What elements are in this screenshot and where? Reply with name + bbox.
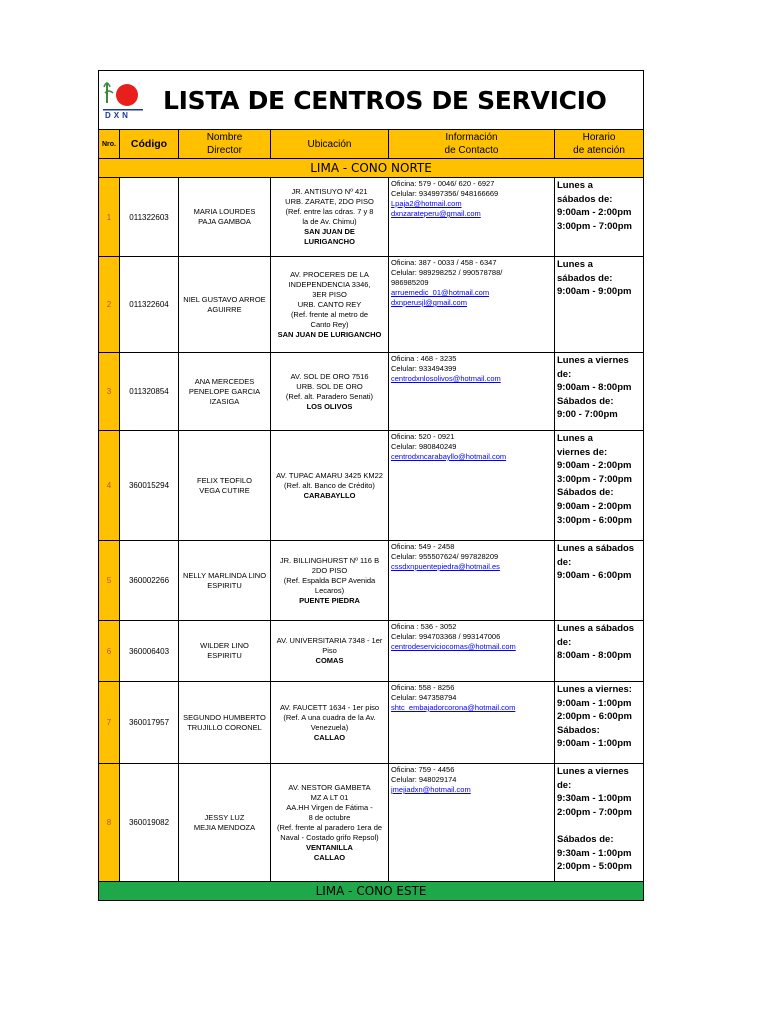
header-ubicacion: Ubicación — [271, 130, 389, 159]
hours-line: 9:00am - 2:00pm — [557, 460, 632, 472]
row-location — [271, 764, 389, 882]
hours-line: 9:00am - 2:00pm — [557, 207, 632, 219]
row-location — [271, 353, 389, 431]
page-title: LISTA DE CENTROS DE SERVICIO — [163, 85, 607, 115]
hours-line: Lunes a — [557, 433, 593, 444]
row-hours — [555, 541, 644, 621]
row-contact — [389, 541, 555, 621]
location-line: URB. SOL DE ORO — [296, 381, 363, 391]
location-line: Canto Rey) — [310, 319, 349, 329]
location-line: JR. ANTISUYO Nº 421 — [291, 187, 368, 196]
email-link[interactable]: Lpaja2@hotmail.com — [391, 199, 462, 208]
header-codigo: Código — [120, 130, 179, 159]
contact-line: 986985209 — [391, 278, 429, 287]
table-row — [99, 541, 644, 621]
email-link[interactable]: shtc_embajadorcorona@hotmail.com — [391, 703, 516, 712]
section-row-east — [99, 882, 644, 901]
row-code: 011322603 — [120, 178, 179, 257]
director-line: JESSY LUZ — [204, 812, 245, 822]
email-link[interactable]: centrodxnlosolivos@hotmail.com — [391, 374, 501, 383]
location-line: AV. FAUCETT 1634 - 1er piso — [279, 702, 380, 712]
hours-line: sábados de: — [557, 272, 613, 284]
hours-line: viernes de: — [557, 446, 608, 458]
district-line: SAN JUAN DE LURIGANCHO — [277, 329, 382, 339]
row-number: 7 — [99, 682, 120, 764]
row-director — [179, 541, 271, 621]
row-hours — [555, 257, 644, 353]
contact-line: Oficina : 468 - 3235 — [391, 354, 457, 363]
row-contact — [389, 621, 555, 682]
location-line: AV. TUPAC AMARU 3425 KM22 — [276, 470, 383, 480]
director-line: FELIX TEOFILO — [197, 475, 252, 485]
hours-line: 3:00pm - 7:00pm — [557, 220, 632, 232]
service-centers-table — [98, 70, 644, 901]
contact-line: Celular: 955507624/ 997828209 — [391, 552, 499, 561]
hours-line: 2:00pm - 7:00pm — [557, 806, 632, 818]
table-row — [99, 257, 644, 353]
location-line: (Ref. Espalda BCP Avenida — [283, 575, 376, 585]
contact-line: Oficina : 536 - 3052 — [391, 622, 457, 631]
row-location — [271, 257, 389, 353]
hours-line: Sábados de: — [557, 487, 614, 499]
row-location — [271, 621, 389, 682]
hours-line: de: — [557, 368, 572, 380]
row-director — [179, 178, 271, 257]
contact-line: Celular: 947358794 — [391, 693, 457, 702]
header-nro: Nro. — [99, 130, 120, 159]
row-director — [179, 257, 271, 353]
director-line: NELLY MARLINDA LINO — [182, 570, 267, 580]
location-line: 3ER PISO — [312, 289, 347, 299]
row-number: 4 — [99, 431, 120, 541]
row-location — [271, 682, 389, 764]
hours-line — [557, 819, 641, 833]
director-line: PENELOPE GARCIA — [188, 386, 261, 396]
location-line: (Ref. A una cuadra de la Av. — [283, 712, 376, 722]
row-number: 5 — [99, 541, 120, 621]
row-number: 8 — [99, 764, 120, 882]
district-line: LURIGANCHO — [304, 237, 355, 246]
director-line: ESPIRITU — [207, 651, 242, 660]
row-code: 011320854 — [120, 353, 179, 431]
contact-line: Oficina: 558 - 8256 — [391, 683, 455, 692]
row-code: 360015294 — [120, 431, 179, 541]
location-line: INDEPENDENCIA 3346, — [288, 279, 371, 289]
location-line: AV. NESTOR GAMBETA — [288, 782, 371, 792]
table-row — [99, 431, 644, 541]
hours-line: Sábados: — [557, 724, 600, 736]
table-row — [99, 353, 644, 431]
location-line: (Ref. alt. Paradero Senati) — [285, 391, 374, 401]
row-contact — [389, 431, 555, 541]
email-link[interactable]: jmejiadxn@hotmail.com — [391, 785, 471, 794]
email-link[interactable]: dxnperusjl@gmail.com — [391, 298, 467, 307]
section-title-north: LIMA - CONO NORTE — [99, 159, 644, 178]
hours-line: 9:30am - 1:00pm — [557, 847, 632, 859]
row-hours — [555, 353, 644, 431]
hours-line: Lunes a viernes: — [557, 684, 632, 695]
district-line: CALLAO — [313, 732, 346, 742]
director-line: ESPIRITU — [207, 580, 242, 590]
hours-line: 9:00am - 8:00pm — [557, 382, 632, 394]
contact-line: Celular: 994703368 / 993147006 — [391, 632, 501, 641]
hours-line: 9:00am - 6:00pm — [557, 570, 632, 582]
hours-line: 8:00am - 8:00pm — [557, 650, 632, 662]
district-line: VENTANILLA — [306, 842, 353, 852]
row-director — [179, 353, 271, 431]
district-line: LOS OLIVOS — [306, 401, 353, 411]
location-line: AA.HH Virgen de Fátima - — [286, 802, 373, 812]
hours-line: 9:00am - 2:00pm — [557, 500, 632, 512]
hours-line: Sábados de: — [557, 395, 614, 407]
district-line: COMAS — [315, 656, 344, 665]
location-line: (Ref. entre las cdras. 7 y 8 — [285, 207, 374, 216]
row-location — [271, 178, 389, 257]
row-number: 2 — [99, 257, 120, 353]
row-hours — [555, 621, 644, 682]
row-contact — [389, 682, 555, 764]
row-director — [179, 764, 271, 882]
email-link[interactable]: centrodeserviciocomas@hotmail.com — [391, 642, 516, 651]
hours-line: 9:00 - 7:00pm — [557, 409, 618, 421]
hours-line: 9:30am - 1:00pm — [557, 793, 632, 805]
table-row — [99, 178, 644, 257]
hours-line: 2:00pm - 5:00pm — [557, 861, 632, 873]
service-centers-sheet — [98, 70, 643, 901]
location-line: URB. CANTO REY — [297, 299, 362, 309]
director-line: TRUJILLO CORONEL — [187, 722, 262, 732]
district-line: CALLAO — [313, 852, 346, 862]
row-location — [271, 541, 389, 621]
title-row — [99, 71, 644, 130]
location-line: JR. BILLINGHURST Nº 116 B — [279, 555, 380, 565]
contact-line: Celular: 934997356/ 948166669 — [391, 189, 499, 198]
hours-line: 2:00pm - 6:00pm — [557, 711, 632, 723]
hours-line: sábados de: — [557, 193, 613, 205]
header-contacto: Información de Contacto — [389, 130, 555, 159]
contact-line: Celular: 989298252 / 990578788/ — [391, 268, 503, 277]
hours-line: Lunes a sábados — [557, 543, 635, 554]
dxn-logo — [99, 71, 159, 129]
contact-line: Celular: 948029174 — [391, 775, 457, 784]
hours-line: Lunes a sábados — [557, 623, 635, 634]
hours-line: 3:00pm - 7:00pm — [557, 473, 632, 485]
location-line: Naval - Costado grifo Repsol) — [280, 832, 379, 842]
dxn-logo-text: DXN — [105, 111, 131, 120]
contact-line: Celular: 933494399 — [391, 364, 457, 373]
director-line: IZASIGA — [209, 396, 240, 406]
location-line: la de Av. Chimu) — [302, 217, 357, 226]
table-row — [99, 621, 644, 682]
section-title-east: LIMA - CONO ESTE — [99, 882, 644, 901]
location-line: AV. PROCERES DE LA — [290, 269, 369, 279]
row-contact — [389, 257, 555, 353]
hours-line: Lunes a — [557, 259, 593, 270]
row-hours — [555, 431, 644, 541]
row-contact — [389, 353, 555, 431]
email-link[interactable]: arruemedic_01@hotmail.com — [391, 288, 490, 297]
row-hours — [555, 764, 644, 882]
hours-line: 9:00am - 9:00pm — [557, 286, 632, 298]
row-code: 011322604 — [120, 257, 179, 353]
row-code: 360017957 — [120, 682, 179, 764]
row-director — [179, 621, 271, 682]
section-row-north — [99, 159, 644, 178]
location-line: (Ref. frente al paradero 1era de — [276, 822, 383, 832]
header-row — [99, 130, 644, 159]
header-horario: Horario de atención — [555, 130, 644, 159]
district-line: SAN JUAN DE — [304, 227, 355, 236]
director-line: PAJA GAMBOA — [198, 217, 251, 226]
location-line: MZ A LT 01 — [310, 792, 349, 802]
director-line: WILDER LINO — [200, 641, 249, 650]
hours-line: de: — [557, 779, 572, 791]
location-line: (Ref. alt. Banco de Crédito) — [284, 480, 375, 490]
row-contact — [389, 178, 555, 257]
director-line: MEJIA MENDOZA — [193, 822, 256, 832]
director-line: ANA MERCEDES — [194, 376, 255, 386]
contact-line: Oficina: 520 - 0921 — [391, 432, 455, 441]
table-row — [99, 764, 644, 882]
hours-line: Lunes a viernes — [557, 355, 629, 366]
location-line: AV. SOL DE ORO 7516 — [290, 371, 369, 381]
director-line: MARIA LOURDES — [193, 207, 256, 216]
location-line: Piso — [322, 646, 337, 655]
hours-line: de: — [557, 636, 572, 648]
row-hours — [555, 682, 644, 764]
hours-line: 9:00am - 1:00pm — [557, 738, 632, 750]
hours-line: Sábados de: — [557, 833, 614, 845]
contact-line: Oficina: 579 - 0046/ 620 - 6927 — [391, 179, 495, 188]
hours-line: 3:00pm - 6:00pm — [557, 514, 632, 526]
contact-line: Oficina: 387 - 0033 / 458 - 6347 — [391, 258, 497, 267]
row-contact — [389, 764, 555, 882]
row-number: 1 — [99, 178, 120, 257]
hours-line: de: — [557, 556, 572, 568]
row-hours — [555, 178, 644, 257]
table-row — [99, 682, 644, 764]
location-line: (Ref. frente al metro de — [290, 309, 369, 319]
email-link[interactable]: centrodxncarabayllo@hotmail.com — [391, 452, 507, 461]
director-line: AGUIRRE — [207, 304, 242, 314]
location-line: URB. ZARATE, 2DO PISO — [285, 197, 374, 206]
row-number: 6 — [99, 621, 120, 682]
row-code: 360019082 — [120, 764, 179, 882]
hours-line: 9:00am - 1:00pm — [557, 697, 632, 709]
email-link[interactable]: dxnzarateperu@gmail.com — [391, 209, 481, 218]
row-code: 360006403 — [120, 621, 179, 682]
district-line: PUENTE PIEDRA — [299, 595, 360, 605]
header-director: Nombre Director — [179, 130, 271, 159]
row-number: 3 — [99, 353, 120, 431]
location-line: Venezuela) — [310, 722, 349, 732]
row-director — [179, 682, 271, 764]
director-line: SEGUNDO HUMBERTO — [183, 712, 266, 722]
row-location — [271, 431, 389, 541]
director-line: VEGA CUTIRE — [199, 485, 250, 495]
contact-line: Celular: 980840249 — [391, 442, 457, 451]
contact-line: Oficina: 549 - 2458 — [391, 542, 455, 551]
location-line: 2DO PISO — [311, 565, 348, 575]
location-line: AV. UNIVERSITARIA 7348 - 1er — [276, 636, 383, 645]
district-line: CARABAYLLO — [303, 490, 356, 500]
director-line: NIEL GUSTAVO ARROE — [183, 294, 266, 304]
hours-line: Lunes a viernes — [557, 766, 629, 777]
email-link[interactable]: cssdxnpuentepiedra@hotmail.es — [391, 562, 500, 571]
row-code: 360002266 — [120, 541, 179, 621]
row-director — [179, 431, 271, 541]
location-line: Lecaros) — [314, 585, 345, 595]
location-line: 8 de octubre — [308, 812, 351, 822]
contact-line: Oficina: 759 - 4456 — [391, 765, 455, 774]
hours-line: Lunes a — [557, 180, 593, 191]
